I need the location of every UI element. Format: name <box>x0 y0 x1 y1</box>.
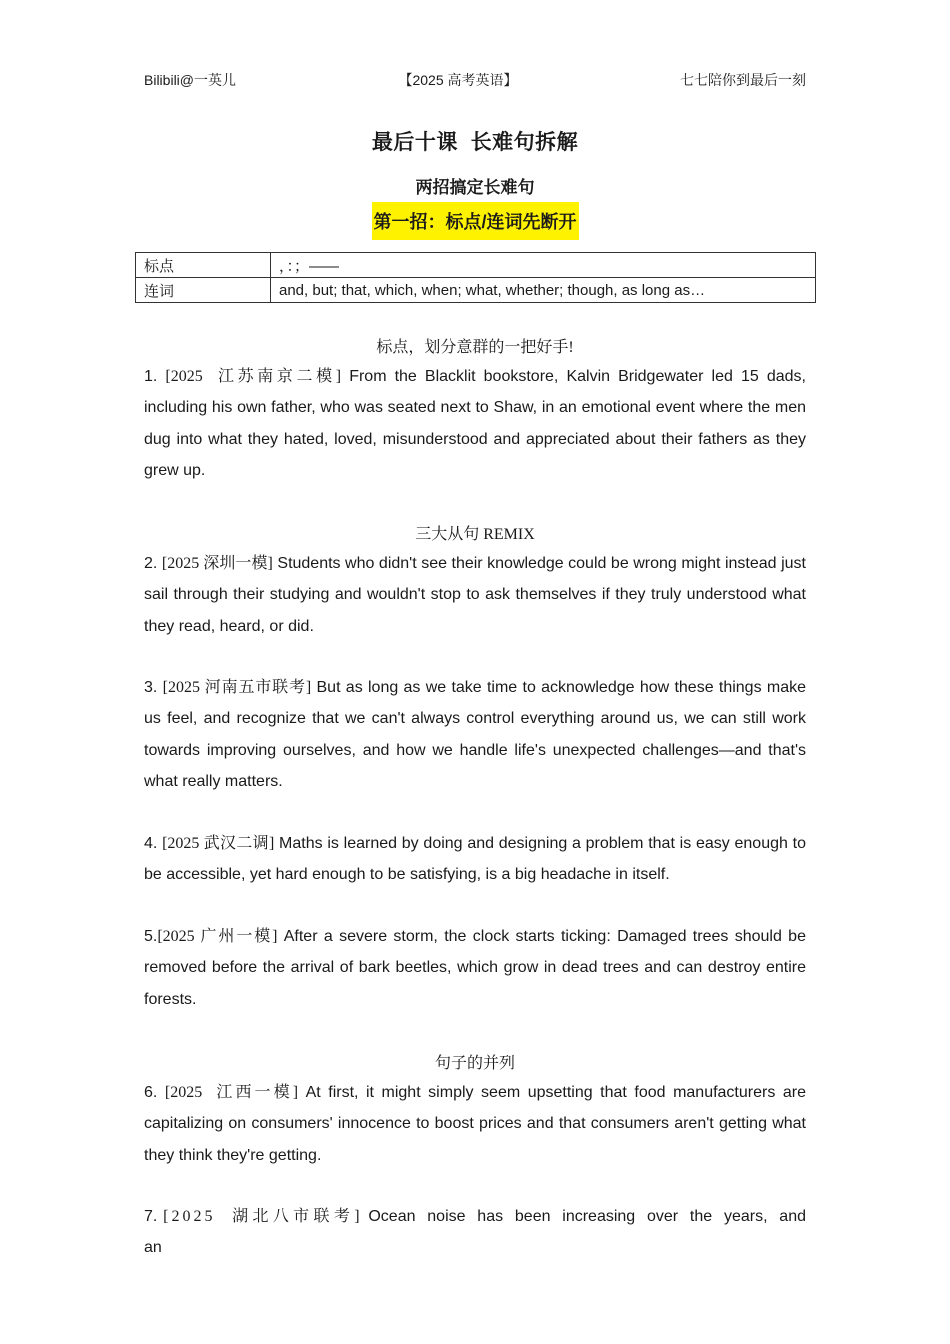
item-text: From the Blacklit bookstore, Kalvin Bridgewater led 15 dads, including his own father, who was seated next to Shaw, in an emotional event where the men dug into what they hated, loved, misunderstood and appreciated about their fathers as they grew up. <box>144 368 806 479</box>
item-number: 2. <box>144 555 158 572</box>
item-source: [2025 江苏南京二模] <box>165 368 342 385</box>
item-number: 4. <box>144 835 158 852</box>
item-number: 3. <box>144 679 158 696</box>
page-header <box>144 70 806 90</box>
item-text: Ocean noise has been increasing over the years, and an <box>144 1208 806 1257</box>
table-row <box>136 278 816 303</box>
table-cell-key: 标点 <box>136 253 271 278</box>
item-number: 5. <box>144 928 158 945</box>
header-center: 【2025 高考英语】 <box>398 72 518 88</box>
item-source: [2025 湖北八市联考] <box>163 1208 363 1225</box>
table-row <box>136 253 816 278</box>
item-text: Maths is learned by doing and designing a problem that is easy enough to be accessible, yet hard enough to be satisfying, is a big headache in itself. <box>144 835 806 884</box>
table-cell-value: and, but; that, which, when; what, whether; though, as long as… <box>271 278 816 303</box>
item-source: [2025 江西一模] <box>164 1084 299 1101</box>
table-cell-key: 连词 <box>136 278 271 303</box>
header-right: 七七陪你到最后一刻 <box>679 72 806 88</box>
page-title: 最后十课 长难句拆解 <box>371 131 579 154</box>
item-number: 7. <box>144 1208 158 1225</box>
section-heading-parallel: 句子的并列 <box>434 1055 515 1072</box>
sentence-item-2 <box>144 548 806 642</box>
item-text: At first, it might simply seem upsetting that food manufacturers are capitalizing on consumers' innocence to boost prices and that consumers aren't getting what they think they're getting. <box>144 1084 806 1164</box>
sentence-item-7 <box>144 1201 806 1264</box>
item-number: 6. <box>144 1084 158 1101</box>
sentence-item-6 <box>144 1077 806 1171</box>
section-heading-clauses: 三大从句 REMIX <box>415 526 535 543</box>
item-source: [2025 河南五市联考] <box>162 679 312 696</box>
sentence-item-5 <box>144 921 806 1015</box>
item-source: [2025 广州一模] <box>157 928 278 945</box>
sentence-item-3 <box>144 672 806 797</box>
item-source: [2025 武汉二调] <box>162 835 275 852</box>
keyword-table <box>135 252 816 303</box>
page-subtitle: 两招搞定长难句 <box>415 178 535 197</box>
item-number: 1. <box>144 368 158 385</box>
item-text: But as long as we take time to acknowledge how these things make us feel, and recognize that we can't always control everything around us, we can still work towards improving ourselves, and how we handle life's unexpected challenges—and that's what really matters. <box>144 679 806 790</box>
section-heading-punctuation: 标点，划分意群的一把好手! <box>376 339 574 356</box>
sentence-item-4 <box>144 828 806 891</box>
step-one-label: 第一招：标点/连词先断开 <box>372 202 579 240</box>
header-left: Bilibili@一英儿 <box>144 72 236 88</box>
item-source: [2025 深圳一模] <box>161 555 273 572</box>
item-text: After a severe storm, the clock starts ticking: Damaged trees should be removed before the arrival of bark beetles, which grow in dead trees and can destroy entire forests. <box>144 928 806 1008</box>
item-text: Students who didn't see their knowledge could be wrong might instead just sail through their studying and wouldn't stop to ask themselves if they truly understood what they read, heard, or did. <box>144 555 806 635</box>
step-one-heading <box>0 202 950 240</box>
table-cell-value: ，：；—— <box>271 253 816 278</box>
sentence-item-1 <box>144 361 806 486</box>
